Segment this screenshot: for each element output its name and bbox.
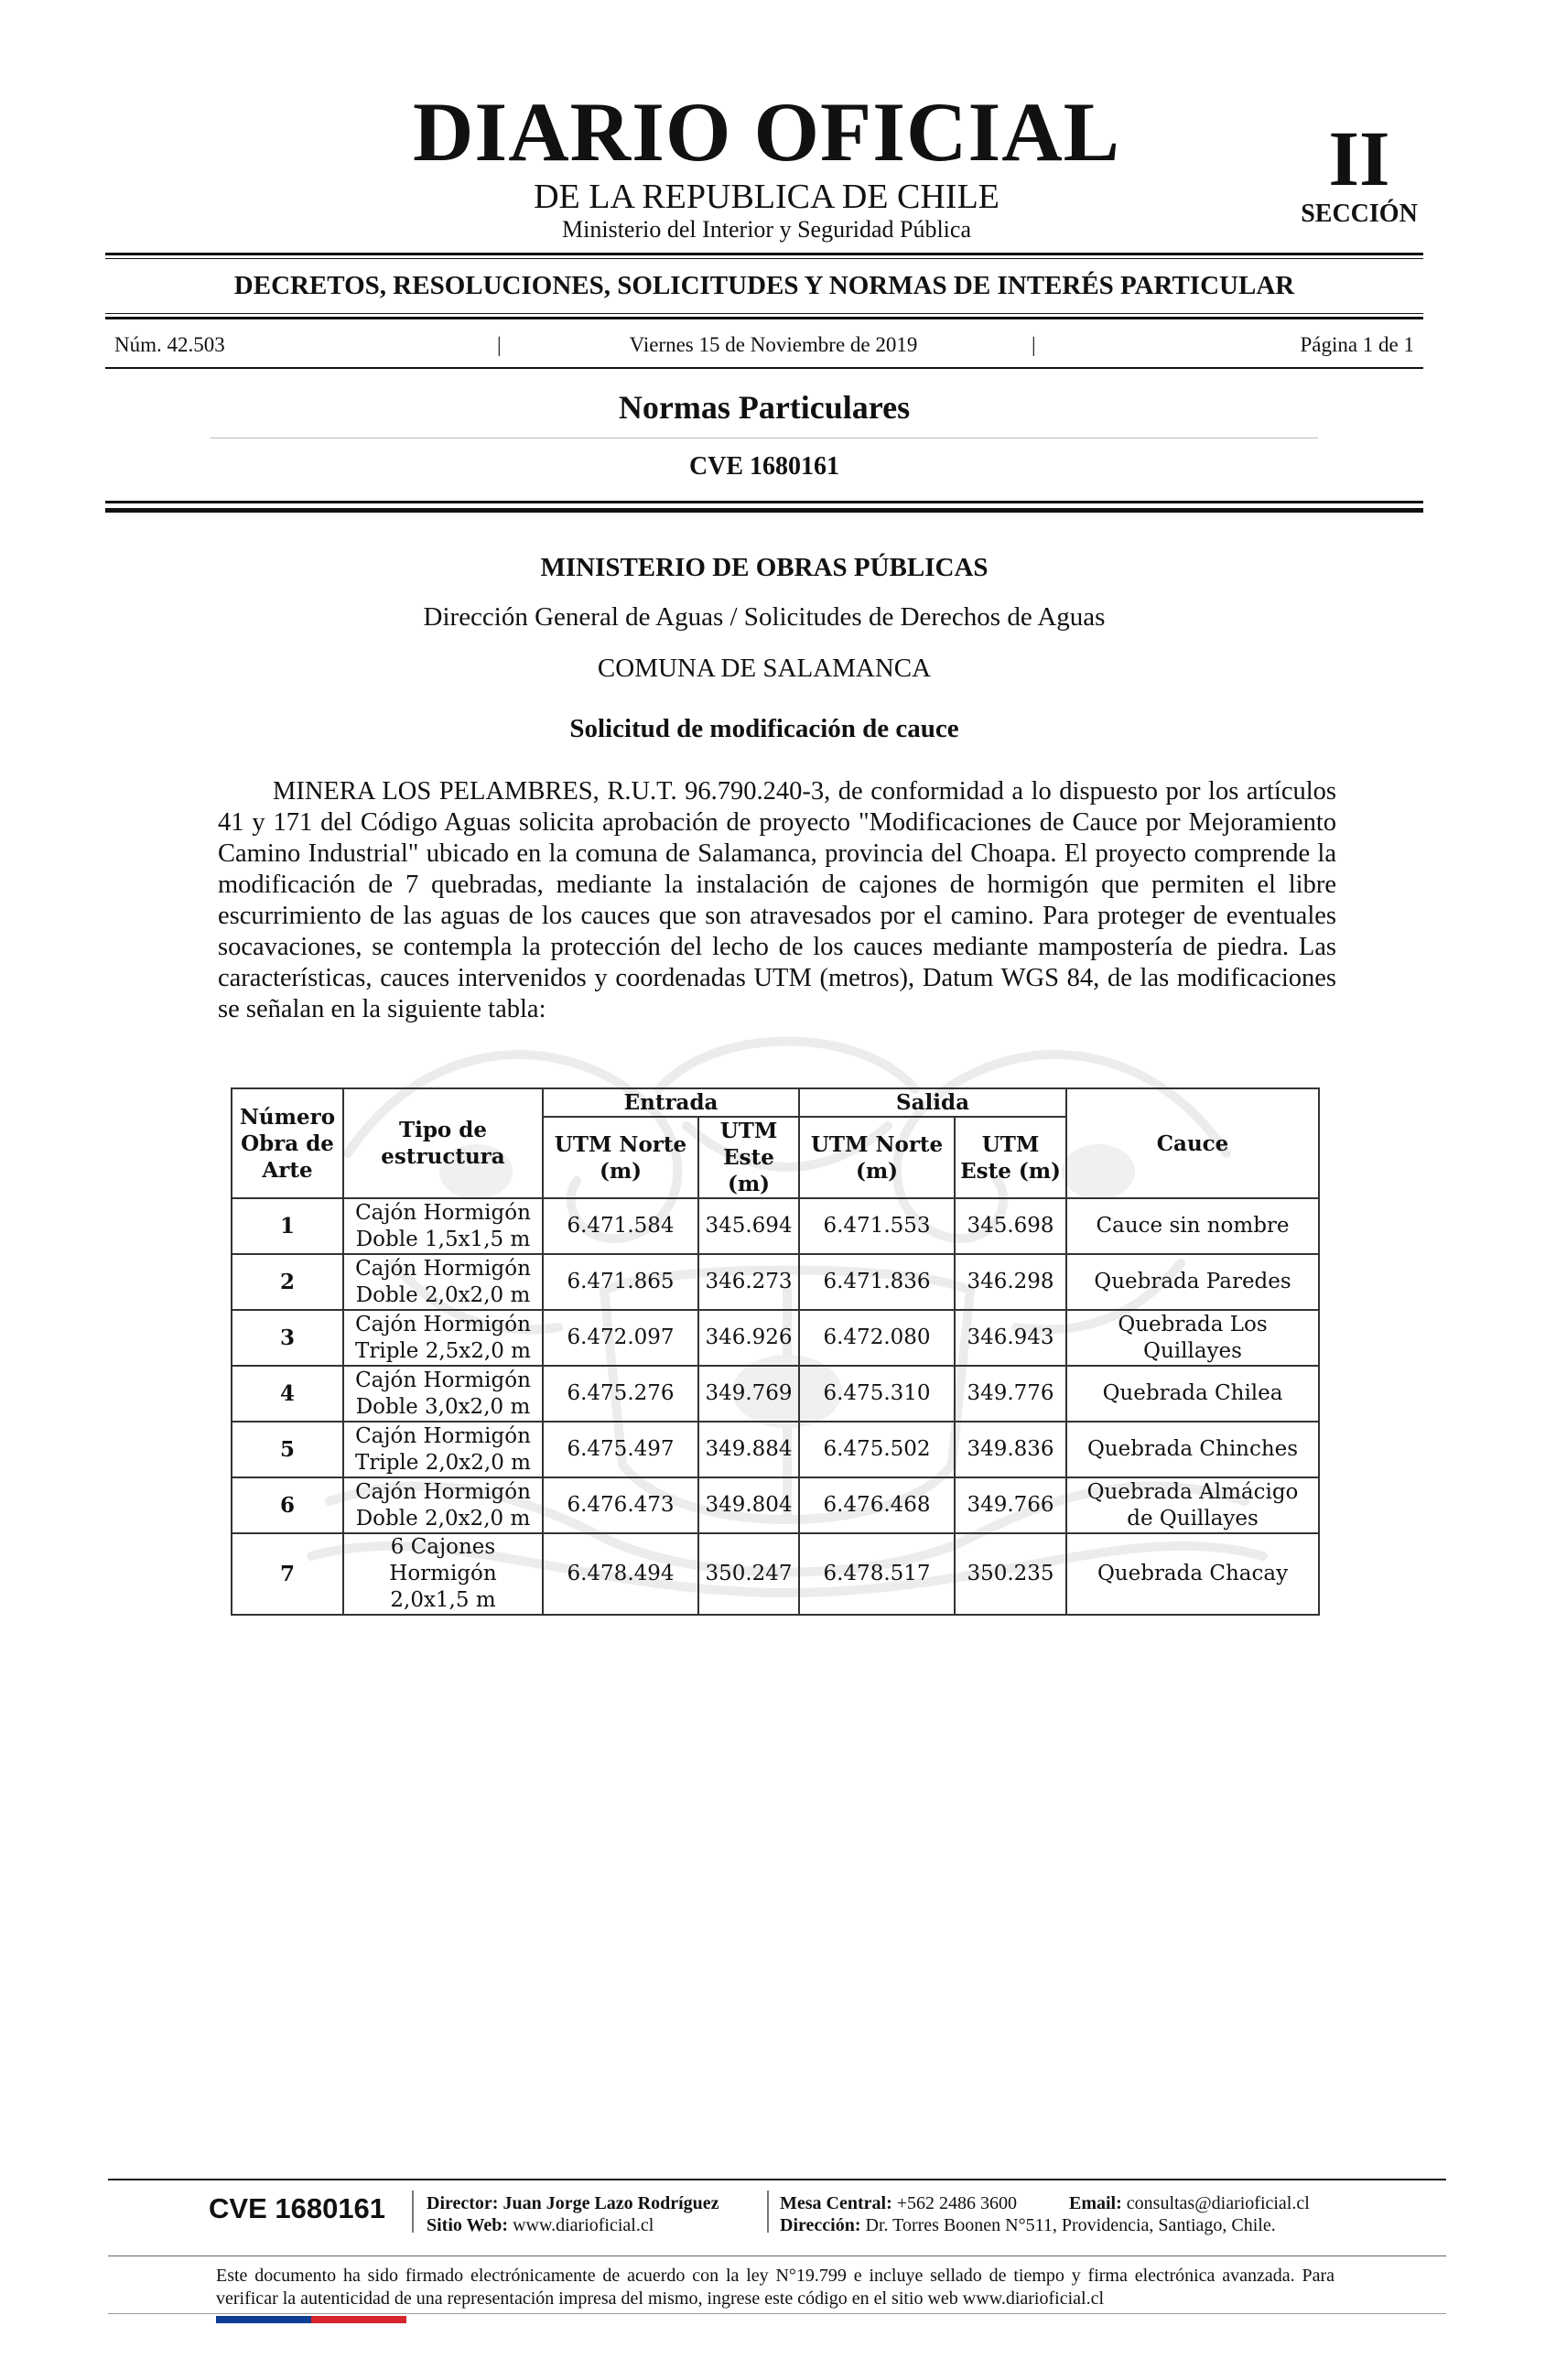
table-row (232, 1198, 1319, 1254)
cell-tipo: 6 Cajones Hormigón 2,0x1,5 m (343, 1533, 543, 1615)
table-row (232, 1366, 1319, 1422)
newspaper-title: DIARIO OFICIAL (412, 85, 1121, 178)
cell-num: 3 (232, 1310, 343, 1366)
cell-cauce: Quebrada Chilea (1066, 1366, 1319, 1422)
phone-label: Mesa Central: (780, 2193, 892, 2213)
table-row (232, 1422, 1319, 1477)
table-header-row (232, 1088, 1319, 1117)
cell-num: 5 (232, 1422, 343, 1477)
cell-entrada-este: 346.273 (698, 1254, 799, 1310)
category-banner: DECRETOS, RESOLUCIONES, SOLICITUDES Y NORMAS DE INTERÉS PARTICULAR (233, 271, 1295, 300)
info-separator: | (497, 333, 502, 356)
table-row (232, 1533, 1319, 1615)
cell-salida-norte: 6.471.553 (799, 1198, 955, 1254)
page-indicator: Página 1 de 1 (1300, 333, 1414, 356)
table-row (232, 1477, 1319, 1533)
cell-tipo: Cajón Hormigón Doble 2,0x2,0 m (343, 1254, 543, 1310)
works-table (231, 1087, 1320, 1616)
director-name: Juan Jorge Lazo Rodríguez (502, 2193, 719, 2213)
cell-entrada-norte: 6.478.494 (543, 1533, 698, 1615)
cell-salida-este: 346.943 (955, 1310, 1066, 1366)
commune-heading: COMUNA DE SALAMANCA (597, 654, 932, 683)
cell-salida-norte: 6.475.310 (799, 1366, 955, 1422)
cell-salida-este: 349.776 (955, 1366, 1066, 1422)
header-rule-thick (105, 253, 1423, 255)
footer-rule-top (108, 2179, 1446, 2180)
cell-cauce: Quebrada Chacay (1066, 1533, 1319, 1615)
cell-num: 7 (232, 1533, 343, 1615)
website-label: Sitio Web: (427, 2215, 509, 2235)
footer-cve-code: CVE 1680161 (209, 2192, 386, 2224)
issue-number: Núm. 42.503 (114, 333, 225, 356)
cell-entrada-norte: 6.471.865 (543, 1254, 698, 1310)
section-number: II (1328, 114, 1390, 202)
address-label: Dirección: (780, 2215, 861, 2235)
cell-salida-norte: 6.472.080 (799, 1310, 955, 1366)
cell-entrada-este: 349.804 (698, 1477, 799, 1533)
issue-info-line (114, 333, 1414, 361)
direction-heading: Dirección General de Aguas / Solicitudes de Derechos de Aguas (423, 602, 1106, 632)
footer-email-block (1069, 2192, 1310, 2214)
category-rule-thick (105, 317, 1423, 319)
ministry-heading: MINISTERIO DE OBRAS PÚBLICAS (540, 553, 989, 582)
cell-cauce: Quebrada Paredes (1066, 1254, 1319, 1310)
cell-salida-este: 345.698 (955, 1198, 1066, 1254)
cell-salida-norte: 6.478.517 (799, 1533, 955, 1615)
cell-cauce: Cauce sin nombre (1066, 1198, 1319, 1254)
category-rule-thin (105, 313, 1423, 314)
header-entrada: Entrada (543, 1088, 799, 1117)
flag-stripe-blue (216, 2316, 311, 2323)
cell-entrada-norte: 6.476.473 (543, 1477, 698, 1533)
issue-date: Viernes 15 de Noviembre de 2019 (629, 333, 918, 356)
cell-entrada-norte: 6.471.584 (543, 1198, 698, 1254)
cell-num: 1 (232, 1198, 343, 1254)
cell-entrada-este: 349.884 (698, 1422, 799, 1477)
cell-salida-norte: 6.475.502 (799, 1422, 955, 1477)
header-salida-este: UTM Este (m) (955, 1117, 1066, 1198)
phone-number: +562 2486 3600 (896, 2193, 1018, 2213)
footer-divider (412, 2191, 414, 2233)
cell-tipo: Cajón Hormigón Triple 2,5x2,0 m (343, 1310, 543, 1366)
cell-entrada-este: 345.694 (698, 1198, 799, 1254)
header-tipo: Tipo de estructura (343, 1088, 543, 1198)
request-title: Solicitud de modificación de cauce (569, 714, 959, 743)
header-rule-thin (105, 258, 1423, 259)
header-cauce: Cauce (1066, 1088, 1319, 1198)
cell-salida-norte: 6.476.468 (799, 1477, 955, 1533)
cell-salida-este: 350.235 (955, 1533, 1066, 1615)
header-salida-norte: UTM Norte (m) (799, 1117, 955, 1198)
email-link[interactable]: consultas@diarioficial.cl (1126, 2193, 1310, 2213)
info-separator: | (1032, 333, 1036, 356)
table-row (232, 1310, 1319, 1366)
cve-code: CVE 1680161 (688, 452, 840, 481)
cell-num: 6 (232, 1477, 343, 1533)
cell-num: 2 (232, 1254, 343, 1310)
info-rule (105, 367, 1423, 369)
cell-tipo: Cajón Hormigón Doble 3,0x2,0 m (343, 1366, 543, 1422)
address-value: Dr. Torres Boonen N°511, Providencia, Santiago, Chile. (865, 2215, 1276, 2235)
section-label: SECCIÓN (1301, 200, 1418, 228)
body-top-rule-thick (105, 508, 1423, 513)
footer-divider (767, 2191, 769, 2233)
website-link[interactable]: www.diarioficial.cl (513, 2215, 654, 2235)
header-numero: Número Obra de Arte (232, 1088, 343, 1198)
section-title: Normas Particulares (618, 389, 911, 426)
header-salida: Salida (799, 1088, 1066, 1117)
cell-entrada-norte: 6.475.276 (543, 1366, 698, 1422)
footer-director-block (427, 2192, 719, 2236)
body-top-rule-thin (105, 501, 1423, 503)
cell-entrada-este: 350.247 (698, 1533, 799, 1615)
masthead (0, 0, 1556, 256)
cell-salida-este: 346.298 (955, 1254, 1066, 1310)
request-paragraph: MINERA LOS PELAMBRES, R.U.T. 96.790.240-3, de conformidad a lo dispuesto por los artículos 41 y 171 del Código Aguas solicita aprobación de proyecto "Modificaciones de Cauce por Mejoramiento Camino Industrial" ubicado en la comuna de Salamanca, provincia del Choapa. El proyecto comprende la modificación de 7 quebradas, mediante la instalación de cajones de hormigón que permiten el libre escurrimiento de las aguas de los cauces que son atravesados por el camino. Para proteger de eventuales socavaciones, se contempla la protección del lecho de los cauces mediante mampostería de piedra. Las características, cauces intervenidos y coordenadas UTM (metros), Datum WGS 84, de las modificaciones se señalan en la siguiente tabla: (218, 777, 1336, 1023)
director-label: Director: (427, 2193, 499, 2213)
cell-tipo: Cajón Hormigón Doble 2,0x2,0 m (343, 1477, 543, 1533)
cell-entrada-norte: 6.472.097 (543, 1310, 698, 1366)
cell-cauce: Quebrada Los Quillayes (1066, 1310, 1319, 1366)
cell-num: 4 (232, 1366, 343, 1422)
cell-cauce: Quebrada Almácigo de Quillayes (1066, 1477, 1319, 1533)
cell-salida-este: 349.836 (955, 1422, 1066, 1477)
flag-stripe-red (311, 2316, 406, 2323)
header-entrada-norte: UTM Norte (m) (543, 1117, 698, 1198)
newspaper-ministry: Ministerio del Interior y Seguridad Pública (562, 216, 971, 243)
cell-entrada-este: 346.926 (698, 1310, 799, 1366)
cell-salida-este: 349.766 (955, 1477, 1066, 1533)
footer-legal-notice: Este documento ha sido firmado electrónicamente de acuerdo con la ley N°19.799 e incluye sellado de tiempo y firma electrónica avanzada. Para verificar la autenticidad de una representación impresa del mismo, ingrese este código en el sitio web www.diarioficial.cl (216, 2266, 1334, 2309)
table-row (232, 1254, 1319, 1310)
footer-rule-bottom (108, 2313, 1446, 2314)
header-entrada-este: UTM Este (m) (698, 1117, 799, 1198)
cell-entrada-este: 349.769 (698, 1366, 799, 1422)
cell-cauce: Quebrada Chinches (1066, 1422, 1319, 1477)
cell-entrada-norte: 6.475.497 (543, 1422, 698, 1477)
newspaper-subtitle: DE LA REPUBLICA DE CHILE (534, 178, 1000, 216)
cell-tipo: Cajón Hormigón Doble 1,5x1,5 m (343, 1198, 543, 1254)
cell-salida-norte: 6.471.836 (799, 1254, 955, 1310)
cell-tipo: Cajón Hormigón Triple 2,0x2,0 m (343, 1422, 543, 1477)
email-label: Email: (1069, 2193, 1122, 2213)
